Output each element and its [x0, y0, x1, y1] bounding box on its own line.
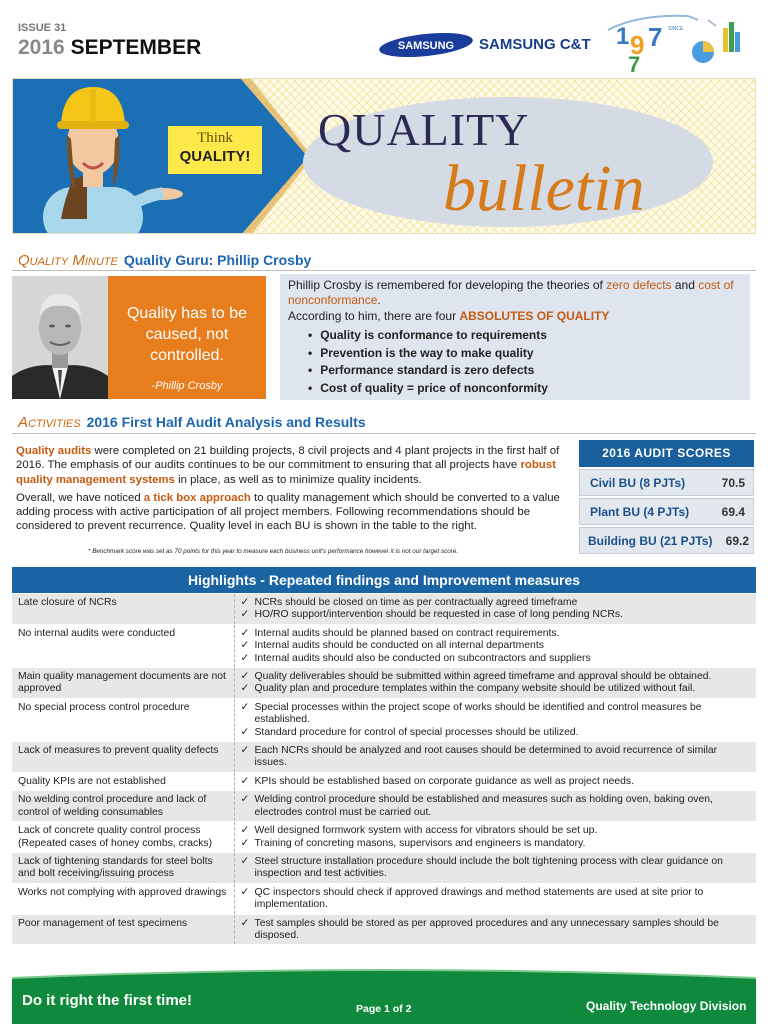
banner-arrow-graphic	[13, 79, 313, 234]
measure-item: ✓ QC inspectors should check if approved drawings and method statements are used at site prior to implementation.	[241, 887, 751, 912]
issue-number: ISSUE 31	[18, 22, 67, 34]
activities-title: 2016 First Half Audit Analysis and Results	[86, 414, 366, 430]
highlight-row	[12, 914, 756, 945]
finding-cell: Quality KPIs are not established	[12, 772, 234, 790]
banner-subtitle: bulletin	[443, 152, 645, 225]
think-label: Think	[197, 130, 233, 146]
crosby-quote	[108, 276, 266, 399]
issue-date	[18, 36, 201, 60]
highlight-row	[12, 791, 756, 822]
crosby-portrait-graphic	[12, 276, 108, 399]
absolute-item: • Prevention is the way to make quality	[308, 345, 742, 363]
score-row	[579, 498, 754, 525]
crosby-portrait	[12, 276, 108, 399]
measures-cell	[234, 883, 756, 914]
section-divider	[12, 270, 756, 271]
paragraph-text: Overall, we have noticed	[16, 491, 144, 504]
measures-cell	[234, 742, 756, 773]
section-divider	[12, 433, 756, 434]
finding-cell: Lack of tightening standards for steel bolts and bolt receiving/issuing process	[12, 852, 234, 883]
highlight-row	[12, 772, 756, 790]
measure-item: ✓ Quality plan and procedure templates within the company website should be utilized without fail.	[241, 683, 751, 695]
score-row	[579, 469, 754, 496]
finding-cell: Poor management of test specimens	[12, 914, 234, 945]
svg-text:7: 7	[648, 22, 663, 52]
paragraph-text: were completed on 21 building projects, 8 civil projects and 4 plant projects in the first half of 2016. The emphasis of our audits continues to be our commitment to ensuring that all projects have	[16, 445, 560, 472]
highlight-row	[12, 594, 756, 624]
crosby-intro	[288, 278, 742, 308]
measures-cell	[234, 822, 756, 853]
robust-qms-highlight: robust quality management systems	[16, 459, 556, 486]
activities-paragraph-1	[16, 444, 568, 487]
measure-item: ✓ Test samples should be stored as per approved procedures and any unnecessary samples should be disposed.	[241, 918, 751, 943]
measure-item: ✓ KPIs should be established based on corporate guidance as well as project needs.	[241, 776, 751, 788]
measure-item: ✓ Internal audits should be conducted on all internal departments	[241, 640, 751, 652]
measure-item: ✓ Steel structure installation procedure should include the bolt tightening process with clear guidance on inspection and test activities.	[241, 856, 751, 881]
absolutes-lead-text: According to him, there are four	[288, 309, 460, 323]
company-name: SAMSUNG C&T	[479, 36, 591, 53]
finding-cell: No internal audits were conducted	[12, 624, 234, 667]
measure-item: ✓ Each NCRs should be analyzed and root causes should be determined to avoid recurrence of similar issues.	[241, 745, 751, 770]
measure-item: ✓ NCRs should be closed on time as per contractually agreed timeframe	[241, 597, 751, 609]
measure-item: ✓ Standard procedure for control of special processes should be utilized.	[241, 727, 751, 739]
highlight-row	[12, 624, 756, 667]
measures-cell	[234, 914, 756, 945]
zero-defects-highlight: zero defects	[606, 278, 672, 292]
absolutes-highlight: ABSOLUTES OF QUALITY	[459, 309, 610, 323]
absolute-item: • Performance standard is zero defects	[308, 362, 742, 380]
svg-text:7: 7	[628, 52, 641, 72]
samsung-logo	[378, 32, 474, 58]
intro-text: and	[671, 278, 699, 292]
audit-scores-table	[579, 440, 754, 562]
measures-cell	[234, 668, 756, 699]
measures-cell	[234, 624, 756, 667]
since-label: SINCE	[668, 26, 684, 32]
measure-item: ✓ Internal audits should be planned based on contract requirements.	[241, 628, 751, 640]
highlights-table	[12, 594, 756, 945]
footer-division: Quality Technology Division	[586, 999, 747, 1013]
think-quality-sign	[166, 124, 264, 176]
audit-scores-title: 2016 AUDIT SCORES	[579, 440, 754, 467]
quality-minute-kicker: Quality Minute	[18, 252, 118, 269]
banner-title: QUALITY	[318, 104, 530, 155]
measure-item: ✓ Training of concreting masons, supervisors and engineers is mandatory.	[241, 838, 751, 850]
activities-paragraph-2	[16, 491, 568, 534]
highlight-row	[12, 852, 756, 883]
finding-cell: Lack of concrete quality control process (Repeated cases of honey combs, cracks)	[12, 822, 234, 853]
finding-cell: Main quality management documents are not approved	[12, 668, 234, 699]
absolutes-lead	[288, 309, 742, 324]
measure-item: ✓ Welding control procedure should be established and measures such as holding oven, baking oven, electrodes control must be carried out.	[241, 794, 751, 819]
issue-month: SEPTEMBER	[70, 36, 202, 59]
measure-item: ✓ Quality deliverables should be submitted within agreed timeframe and approval should be obtained.	[241, 671, 751, 683]
score-label: Building BU (21 PJTs)	[588, 533, 713, 548]
activities-body	[16, 444, 568, 538]
tick-box-highlight: a tick box approach	[143, 491, 251, 504]
measures-cell	[234, 852, 756, 883]
intro-text: Phillip Crosby is remembered for developing the theories of	[288, 278, 607, 292]
highlight-row	[12, 698, 756, 741]
finding-cell: Lack of measures to prevent quality defects	[12, 742, 234, 773]
activities-heading	[18, 414, 366, 431]
quote-author: -Phillip Crosby	[151, 380, 223, 392]
quality-label: QUALITY!	[179, 148, 251, 165]
highlight-row	[12, 668, 756, 699]
quality-minute-heading	[18, 252, 311, 269]
score-value: 69.4	[721, 504, 745, 519]
quote-text: Quality has to be caused, not controlled.	[126, 305, 248, 364]
paragraph-text: to quality management which should be converted to a value adding process with active participation of all project members. Following recommendations should be considered to prevent recurrence. Quality level in each BU is shown in the table to the right.	[16, 491, 560, 533]
score-label: Plant BU (4 PJTs)	[590, 504, 690, 519]
score-label: Civil BU (8 PJTs)	[590, 475, 686, 490]
measures-cell	[234, 791, 756, 822]
absolute-item: • Cost of quality = price of nonconformity	[308, 380, 742, 398]
quality-bulletin-banner	[12, 78, 756, 234]
measure-item: ✓ Well designed formwork system with access for vibrators should be set up.	[241, 825, 751, 837]
samsung-logo-text: SAMSUNG	[397, 40, 455, 52]
benchmark-note: * Benchmark score was set as 70 points for this year to measure each business unit's performance however it is not our target score.	[88, 548, 459, 555]
highlight-row	[12, 742, 756, 773]
score-value: 69.2	[725, 533, 749, 548]
finding-cell: Late closure of NCRs	[12, 594, 234, 624]
measure-item: ✓ Special processes within the project scope of works should be identified and control measures be established.	[241, 702, 751, 727]
issue-year: 2016	[18, 36, 65, 59]
highlights-body	[12, 594, 756, 945]
crosby-summary	[280, 274, 750, 400]
quality-audits-highlight: Quality audits	[16, 445, 92, 457]
highlights-title: Highlights - Repeated findings and Improvement measures	[12, 567, 756, 593]
measure-item: ✓ Internal audits should also be conducted on subcontractors and suppliers	[241, 653, 751, 665]
measures-cell	[234, 698, 756, 741]
measures-cell	[234, 772, 756, 790]
finding-cell: Works not complying with approved drawings	[12, 883, 234, 914]
finding-cell: No welding control procedure and lack of control of welding consumables	[12, 791, 234, 822]
highlight-row	[12, 822, 756, 853]
paragraph-text: in place, as well as to minimize quality incidents.	[174, 473, 422, 486]
absolute-item: • Quality is conformance to requirements	[308, 327, 742, 345]
activities-kicker: Activities	[18, 414, 81, 431]
quality-minute-title: Quality Guru: Phillip Crosby	[123, 252, 312, 268]
cost-nonconformance-highlight: cost of nonconformance	[288, 278, 734, 307]
score-value: 70.5	[721, 475, 745, 490]
page-number: Page 1 of 2	[356, 1003, 412, 1015]
measures-cell	[234, 594, 756, 624]
score-row	[579, 527, 754, 554]
highlight-row	[12, 883, 756, 914]
absolutes-list	[308, 327, 742, 397]
measure-item: ✓ HO/RO support/intervention should be requested in case of long pending NCRs.	[241, 609, 751, 621]
svg-text:9: 9	[630, 30, 645, 60]
footer-slogan: Do it right the first time!	[22, 992, 192, 1009]
since-1977-logo	[598, 10, 758, 72]
finding-cell: No special process control procedure	[12, 698, 234, 741]
intro-text: .	[377, 293, 381, 307]
svg-text:1: 1	[616, 23, 630, 50]
